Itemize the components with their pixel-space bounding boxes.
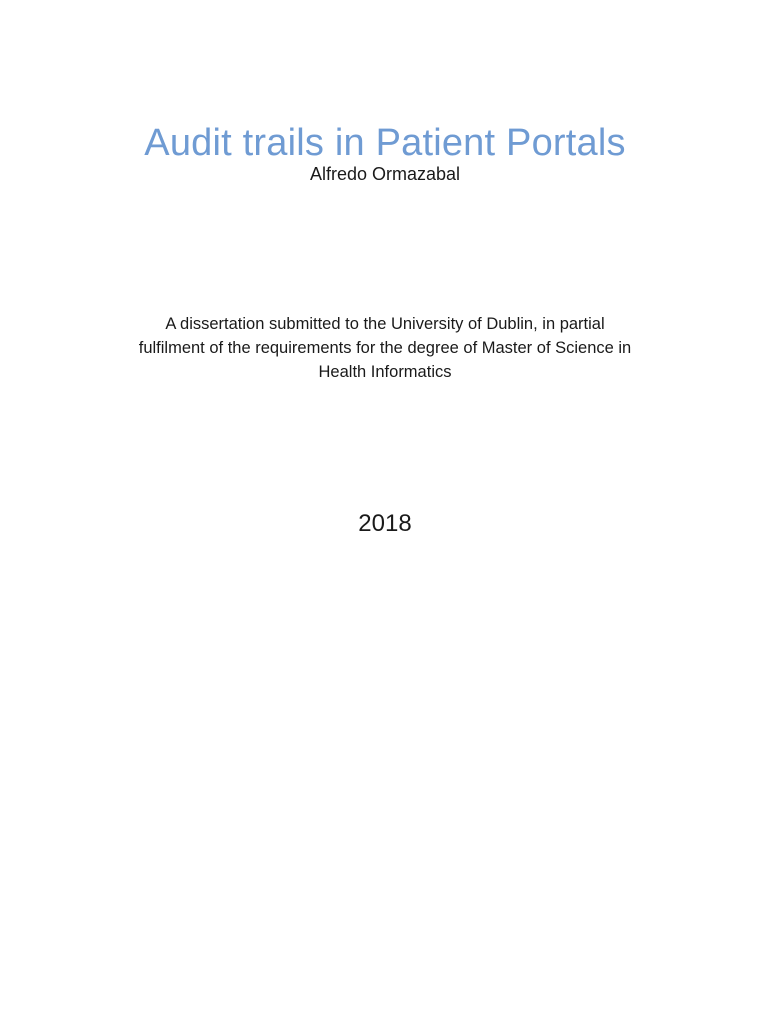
- dissertation-statement: [85, 312, 685, 384]
- statement-line-3: Health Informatics: [318, 363, 452, 381]
- author-name: Alfredo Ormazabal: [309, 164, 461, 184]
- publication-year: 2018: [358, 510, 412, 537]
- statement-line-2: fulfilment of the requirements for the degree of Master of Science in: [138, 339, 632, 357]
- document-title: Audit trails in Patient Portals: [144, 122, 626, 165]
- statement-line-1: A dissertation submitted to the University of Dublin, in partial: [165, 315, 605, 333]
